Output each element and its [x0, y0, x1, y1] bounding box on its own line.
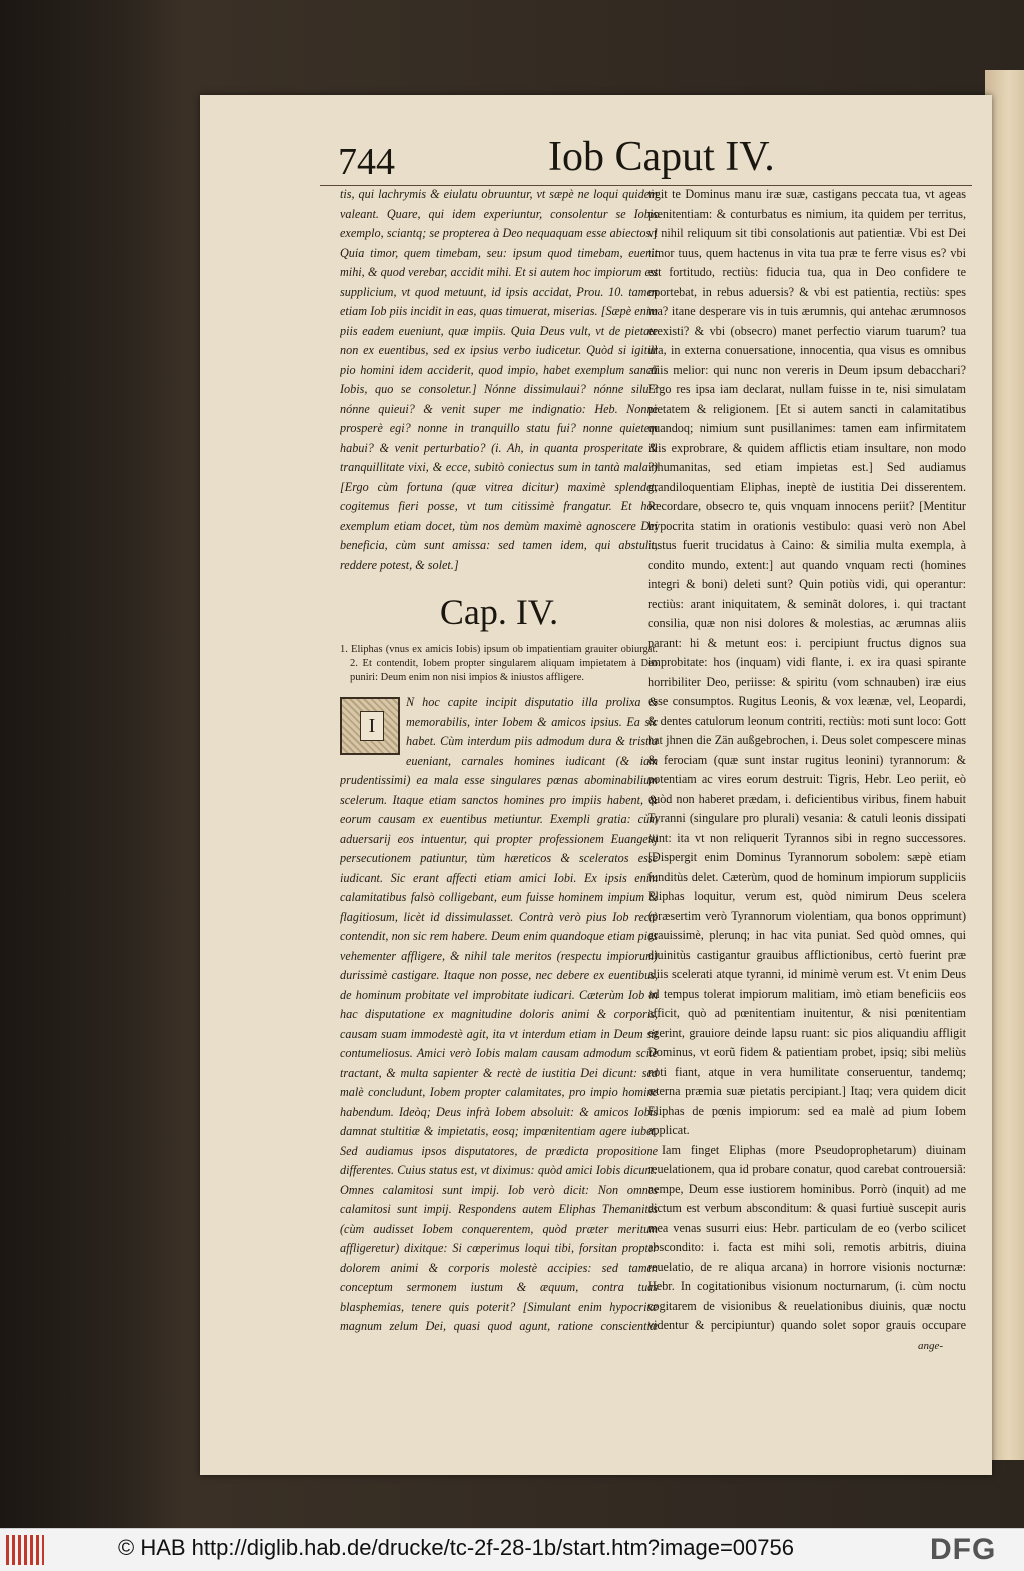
drop-cap-letter: I [360, 711, 384, 741]
page-number: 744 [338, 141, 395, 183]
ornamental-initial [340, 697, 400, 755]
right-paragraph: Iam finget Eliphas (more Pseudoprophetarum) diuinam reuelationem, qua id probare conatur, quod carebat controuersiã: nempe, Deum esse iustiorem hominibus. Porrò (inquit) ad me dictum est verbum absconditum: & quasi furtiuè suscepit auris mea venas susurri eius: Hebr. particulam de eo (verbo scilicet abscondito: i. facta est mihi soli, remotis arbitris, diuina reuelatio, de re aliqua arcana) in horrore visionis nocturnæ: Hebr. In cogitationibus visionum nocturnarum, (i. cùm noctu cogitarem de visionibus & reuelationibus diuinis, quæ noctu videntur & percipiuntur) quando solet sopor grauis occupare [648, 1142, 966, 1332]
dfg-logo: DFG [930, 1533, 997, 1566]
running-head: Iob Caput IV. [548, 134, 775, 180]
footer-url[interactable]: © HAB http://diglib.hab.de/drucke/tc-2f-28-1b/start.htm?image=00756 [118, 1535, 794, 1560]
right-column [648, 185, 966, 1335]
left-column [340, 185, 658, 1335]
catchword: ange- [918, 1340, 944, 1352]
chapter-heading: Cap. IV. [439, 592, 559, 632]
hab-logo-icon [6, 1535, 44, 1565]
footer-bar [0, 1528, 1024, 1571]
book-page [200, 95, 992, 1475]
chapter-summary: 1. Eliphas (vnus ex amicis Iobis) ipsum ob impatientiam grauiter obiurgat. 2. Et contendit, Iobem propter singularem aliquam impietatem à Deo puniri: Deum enim non nisi impios & iniustos affligere. [340, 644, 658, 683]
left-paragraph: tis, qui lachrymis & eiulatu obruuntur, vt sæpè ne loqui quidem valeant. Quare, qui idem experiuntur, consolentur se Iobis exemplo, sciantq; se propterea à Deo nequaquam esse abiectos.] Quia timor, quem timebam, seu: ipsum quod timebam, euenit mihi, & quod verebar, accidit mihi. Et si autem hoc impiorum est supplicium, vt quod metuunt, id ipsis accidat, Prou. 10. tamen etiam Iob piis incidit in eas, quas timuerat, miserias. [Sæpè enim piis eadem eueniunt, quæ impiis. Quia Deus vult, vt de pietate non ex euentibus, sed ex ipsius verbo iudicetur. Quòd si igitur pio homini idem acciderit, quod impio, habet exemplum sancti Iobis, quo se consoletur.] Nónne dissimulaui? nónne silui? nónne quieui? & venit super me indignatio: Heb. Nonne prosperè egi? nonne in tranquillo statu fui? nonne quietem habui? & venit perturbatio? (i. Ah, in quanta prosperitate & tranquillitate vixi, & ecce, subitò coniectus sum in tantà mala?) [Ergo cùm fortuna (quæ vitrea dicitur) maximè splendet, cogitemus fieri posse, vt tum citissimè frangatur. Et hoc exemplum etiam docet, tùm nos demùm maximè agnoscere Dei beneficia, cùm sunt amissa: sed tamen idem, qui abstulit, reddere potest, & solet.] [340, 187, 658, 572]
left-paragraph: N hoc capite incipit disputatio illa prolixa & memorabilis, inter Iobem & amicos ipsius. Ea sic habet. Cùm interdum piis admodum dura & tristia eueniant, carnales homines iudicant (& iam prudentissimi) ea mala esse singulares pœnas abominabilium scelerum. Itaque etiam sanctos homines pro impiis habent, & eorum causam ex euentibus metiuntur. Exempli gratia: cùm aduersarij eos intuentur, qui propter professionem Euangelij persecutionem patiuntur, tùm hæreticos & sceleratos esse iudicant. Sic erant affecti etiam amici Iobi. Ex ipsis enim calamitatibus falsò colligebant, eum fuisse hominem impium & flagitiosum, licèt id dissimulasset. Contrà verò pius Iob rectè contendit, non sic rem habere. Deum enim quandoque etiam pios vehementer affligere, & nihil tale meritos (respectu impiorum) durissimè castigare. Itaque non posse, nec debere ex euentibus, de hominum probitate vel improbitate iudicari. Cæterùm Iob in hac disputatione ex magnitudine doloris animi & corporis, causam suam immodestè agit, ita vt interdum etiam in Deum sit contumeliosus. Amici verò Iobis malam causam admodum scitè tractant, & multa sapienter & rectè de iustitia Dei dicunt: sed malè concludunt, Iobem propter calamitates, pro impio homine habendum. Ideòq; Deus infrà Iobem absoluit: & amicos Iobis damnat stultitiæ & impietatis, eosq; impœnitentiam agere iubet. Sed audiamus ipsos disputatores, de prædicta propositione differentes. Cuius status est, vt diximus: quòd amici Iobis dicunt: Omnes calamitosi sunt impij. Iob verò dicit: Non omnes calamitosi sunt impij. Respondens autem Eliphas Themanites (cùm audisset Iobem conquerentem, quòd præter meritum affligeretur) dixitque: Si cœperimus loqui tibi, forsitan propter dolorem animi & corporis molestè accipies: sed tamen conceptum sermonem iustum & æquum, contra tuas blasphemias, tenere quis poterit? [Simulant enim hypocritæ magnum zelum Dei, quasi quod agunt, ratione conscientiæ [340, 695, 658, 1333]
right-paragraph: tigit te Dominus manu iræ suæ, castigans peccata tua, vt ageas pœnitentiam: & conturbatus es nimium, ita quidem per territus, vt nihil reliquum sit tibi consolationis aut patientiæ. Vbi est Dei timor tuus, quem hactenus in vita tua præ te ferre visus es? vbi est fortitudo, rectiùs: fiducia tua, qua in Deo confidere te oportebat, in rebus aduersis? & vbi est patientia, rectiùs: spes tua? itane desperare vis in tuis ærumnis, qui antehac ærumnosos erexisti? & vbi (obsecro) manet perfectio viarum tuarum? tua illa, in externa conuersatione, innocentia, qua visus es omnibus aliis melior: qui nunc non vereris in Deum ipsum debacchari? Ergo res ipsa iam declarat, nullam fuisse in te, nisi simulatam pietatem & religionem. [Et si autem sancti in calamitatibus quandoq; nimium sunt pusillanimes: tamen eam infirmitatem illis exprobrare, & quidem afflictis etiam insultare, non modo inhumanitas, sed etiam impietas est.] Sed audiamus grandiloquentiam Eliphas, ineptè de iustitia Dei disserentem. Recordare, obsecro te, quis vnquam innocens periit? [Mentitur hypocrita statim in orationis vestibulo: quasi verò non Abel iustus fuerit trucidatus à Caino: & similia multa exempla, à condito mundo, extent:] aut quando vnquam recti (homines integri & boni) deleti sunt? Quin potiùs vidi, qui operantur: rectiùs: arant iniquitatem, & seminãt dolores, i. qui tractant consilia, quæ non nisi dolores & molestias, ac ærumnas aliis parant: hi & metunt eos: i. percipiunt fructus dignos sua improbitate: hos (inquam) vidi flante, i. ex ira quasi spirante horribiliter Deo, periisse: & spiritu (vom schnauben) iræ eius esse consumptos. Rugitus Leonis, & vox leænæ, vel, Leopardi, & dentes catulorum leonum contriti, rectiùs: moti sunt loco: Gott hat jhnen die Zän außgebrochen, i. Deus solet compescere minas & ferociam (quæ sunt instar rugitus leonini) tyrannorum: & potentiam ac vires eorum destruit: Tigris, Hebr. Leo periit, eò quòd non haberet prædam, i. deficientibus viribus, finem habuit Tyranni (singulare pro plurali) vesania: & catuli leonis dissipati sunt: ita vt non reliquerit Tyrannos sibi in regno successores. [Dispergit enim Dominus Tyrannorum sobolem: sæpè etiam funditùs delet. Cæterùm, quod de hominum impiorum suppliciis Eliphas loquitur, verum est, quòd nimirum Deus scelera (præsertim verò Tyrannorum violentiam, qua bonos opprimunt) grauissimè, plerunq; in hac vita puniat. Sed quòd omnes, qui diuinitùs castigantur grauibus afflictionibus, certò fuerint præ aliis scelerati atque tyranni, id minimè verum est. Vt enim Deus ad tempus tolerat impiorum malitiam, imò etiam beneficiis eos afficit, quò ad pœnitentiam inuitentur, & nisi pœnitentiam egerint, grauiore deinde lapsu ruant: sic pios aliquandiu affligit Dominus, vt eorũ fidem & patientiam probet, ipsiq; sibi meliùs noti fiant, atque in vera humilitate conseruentur, tandemq; æterna præmia suæ pietatis percipiant.] Itaq; vera quidem dicit Eliphas de pœnis impiorum: sed ea malè ad pium Iobem applicat. [648, 187, 966, 1137]
